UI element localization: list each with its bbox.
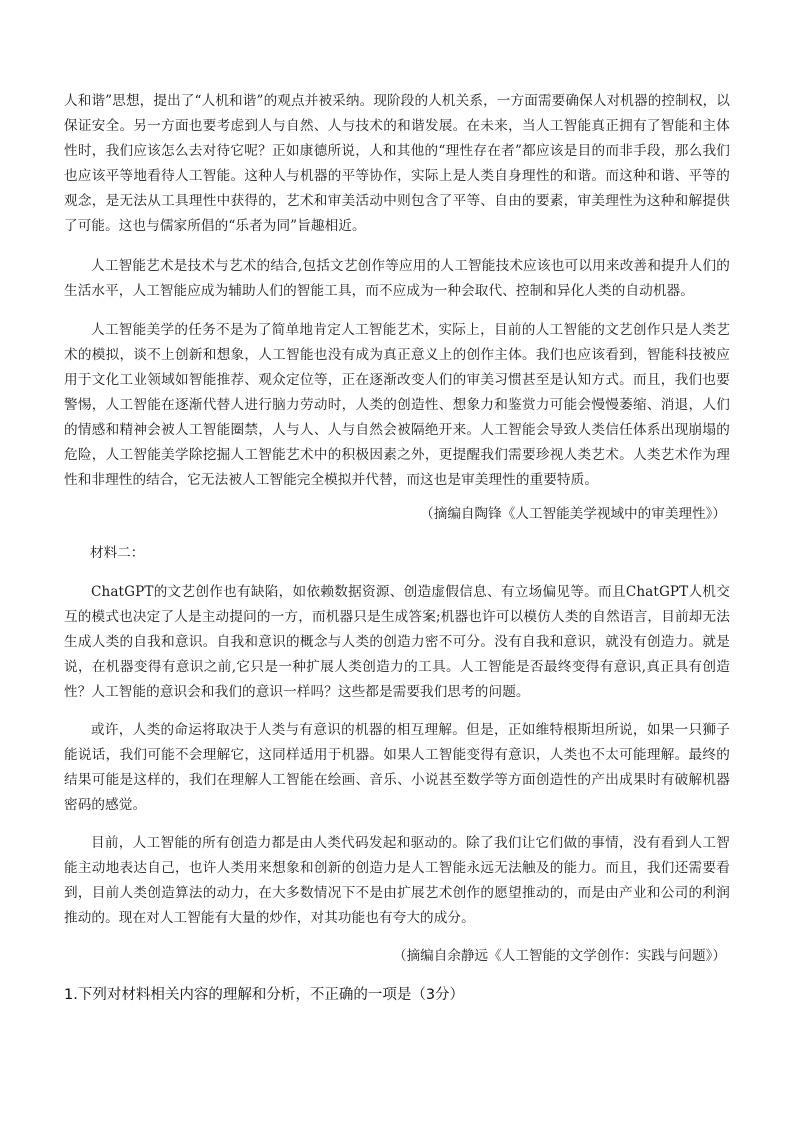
material2-paragraph-1: ChatGPT的文艺创作也有缺陷，如依赖数据资源、创造虚假信息、有立场偏见等。而且ChatGPT人机交互的模式也决定了人是主动提问的一方，而机器只是生成答案;机器也许可以模仿人类的自然语言，目前却无法生成人类的自我和意识。自我和意识的概念与人类的创造力密不可分。没有自我和意识，就没有创造力。就是说，在机器变得有意识之前,它只是一种扩展人类创造力的工具。人工智能是否最终变得有意识,真正具有创造性？人工智能的意识会和我们的意识一样吗？这些都是需要我们思考的问题。: [64, 584, 730, 700]
material1-paragraph-2: 人工智能艺术是技术与艺术的结合,包括文艺创作等应用的人工智能技术应该也可以用来改善和提升人们的生活水平，人工智能应成为辅助人们的智能工具，而不应成为一种会取代、控制和异化人类的自动机器。: [64, 258, 730, 299]
material1-paragraph-1: 人和谐”思想，提出了“人机和谐”的观点并被采纳。现阶段的人机关系，一方面需要确保人对机器的控制权，以保证安全。另一方面也要考虑到人与自然、人与技术的和谐发展。在未来，当人工智能真正拥有了智能和主体性时，我们应该怎么去对待它呢？正如康德所说，人和其他的“理性存在者”都应该是目的而非手段，那么我们也应该平等地看待人工智能。这种人与机器的平等协作，实际上是人类自身理性的和谐。而这种和谐、平等的观念，是无法从工具理性中获得的，艺术和审美活动中则包含了平等、自由的要素，审美理性为这种和解提供了可能。这也与儒家所倡的“乐者为同”旨趣相近。: [64, 93, 730, 234]
question-1-stem: 1.下列对材料相关内容的理解和分析，不正确的一项是（3分）: [64, 987, 465, 1003]
material2-source: （摘编自余静远《人工智能的文学创作：实践与问题》）: [392, 948, 726, 964]
material1-source: （摘编自陶锋《人工智能美学视域中的审美理性》）: [420, 506, 726, 522]
material1-paragraph-3: 人工智能美学的任务不是为了简单地肯定人工智能艺术，实际上，目前的人工智能的文艺创作只是人类艺术的模拟，谈不上创新和想象，人工智能也没有成为真正意义上的创作主体。我们也应该看到，智能科技被应用于文化工业领域如智能推荐、观众定位等，正在逐渐改变人们的审美习惯甚至是认知方式。而且，我们也要警惕，人工智能在逐渐代替人进行脑力劳动时，人类的创造性、想象力和鉴赏力可能会慢慢萎缩、消退，人们的情感和精神会被人工智能圈禁，人与人、人与自然会被隔绝开来。人工智能会导致人类信任体系出现崩塌的危险，人工智能美学除挖掘人工智能艺术中的积极因素之外，更提醒我们需要珍视人类艺术。人类艺术作为理性和非理性的结合，它无法被人工智能完全模拟并代替，而这也是审美理性的重要特质。: [64, 322, 730, 488]
material2-paragraph-2: 或许，人类的命运将取决于人类与有意识的机器的相互理解。但是，正如维特根斯坦所说，如果一只狮子能说话，我们可能不会理解它，这同样适用于机器。如果人工智能变得有意识，人类也不太可能理解。最终的结果可能是这样的，我们在理解人工智能在绘画、音乐、小说甚至数学等方面创造性的产出成果时有破解机器密码的感觉。: [64, 722, 730, 813]
material2-paragraph-3: 目前，人工智能的所有创造力都是由人类代码发起和驱动的。除了我们让它们做的事情，没有看到人工智能主动地表达自己，也许人类用来想象和创新的创造力是人工智能永远无法触及的能力。而且，我们还需要看到，目前人类创造算法的动力，在大多数情况下不是由扩展艺术创作的愿望推动的，而是由产业和公司的利润推动的。现在对人工智能有大量的炒作，对其功能也有夸大的成分。: [64, 835, 730, 926]
material2-label: 材料二：: [90, 545, 145, 561]
